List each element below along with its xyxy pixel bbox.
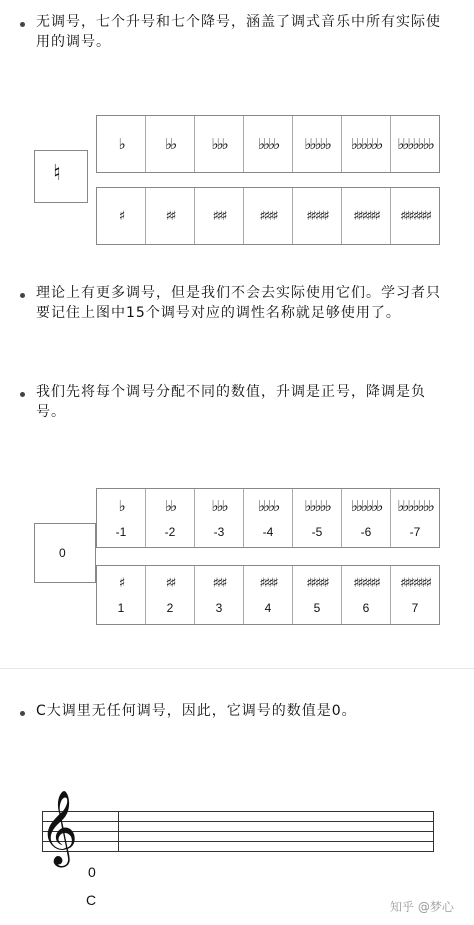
bullet-dot [20, 392, 25, 397]
sharp-signs: ♯♯♯♯♯ [306, 208, 328, 224]
sharp-signs: ♯♯♯♯♯♯ [353, 575, 379, 591]
sharp-signs: ♯♯♯♯♯ [306, 575, 328, 591]
key-signature-cell [390, 566, 439, 624]
paragraph-intro: 无调号，七个升号和七个降号，涵盖了调式音乐中所有实际使用的调号。 [36, 14, 441, 50]
key-signature-cell [243, 188, 292, 244]
key-value-number: -3 [213, 525, 225, 539]
key-value-number: 5 [313, 600, 321, 615]
staff-line [42, 831, 434, 832]
paragraph-c-major: C大调里无任何调号，因此，它调号的数值是0。 [36, 703, 357, 719]
barline-key [118, 811, 119, 852]
flat-signs: ♭♭♭♭♭♭♭ [397, 135, 433, 153]
key-signature-cell [194, 489, 243, 547]
sharp-values-row [96, 565, 440, 625]
key-value-number: 1 [117, 600, 125, 615]
key-value-number: -1 [115, 525, 127, 539]
sharp-signs: ♯♯♯♯♯♯♯ [399, 575, 431, 591]
flat-signs: ♭♭♭ [211, 497, 227, 515]
key-name: C [86, 892, 97, 908]
key-value-number: 7 [411, 600, 419, 615]
sharp-signs: ♯ [118, 208, 124, 224]
key-value-number: -2 [164, 525, 176, 539]
flat-values-row [96, 488, 440, 548]
sharp-signs: ♯♯♯♯ [259, 208, 277, 224]
staff-line [42, 841, 434, 842]
key-signature-cell [390, 116, 439, 172]
barline-end [433, 811, 434, 852]
zero-value: 0 [59, 546, 66, 560]
sharp-signs: ♯ [118, 575, 124, 591]
flat-signs: ♭♭♭♭ [257, 497, 279, 515]
flat-signs: ♭♭♭♭♭ [304, 497, 330, 515]
flat-signs: ♭♭♭♭♭ [304, 135, 330, 153]
key-value-number: -6 [360, 525, 372, 539]
flat-signs: ♭ [118, 135, 124, 153]
natural-key-box [34, 150, 88, 203]
flat-signs: ♭♭♭♭♭♭ [350, 135, 382, 153]
sharp-keys-row [96, 187, 440, 245]
key-signature-cell [97, 489, 145, 547]
paragraph-theory: 理论上有更多调号，但是我们不会去实际使用它们。学习者只要记住上图中15个调号对应的调性名称就足够使用了。 [36, 285, 441, 321]
key-signature-cell [341, 116, 390, 172]
watermark: 知乎 @梦心 [390, 900, 454, 914]
sharp-signs: ♯♯♯ [212, 575, 226, 591]
staff-line [42, 851, 434, 852]
key-signature-cell [243, 116, 292, 172]
flat-signs: ♭♭♭♭ [257, 135, 279, 153]
key-signature-cell [341, 489, 390, 547]
key-signature-cell [243, 489, 292, 547]
flat-signs: ♭♭♭ [211, 135, 227, 153]
key-value: 0 [88, 864, 96, 880]
sharp-signs: ♯♯♯♯♯♯ [353, 208, 379, 224]
flat-signs: ♭♭♭♭♭♭ [350, 497, 382, 515]
bullet-dot [20, 711, 25, 716]
natural-sign: ♮ [53, 161, 61, 186]
bullet-dot [20, 22, 25, 27]
key-signature-cell [194, 188, 243, 244]
key-value-number: 3 [215, 600, 223, 615]
key-value-number: -4 [262, 525, 274, 539]
key-signature-cell [145, 116, 194, 172]
key-value-number: 4 [264, 600, 272, 615]
key-signature-cell [97, 566, 145, 624]
flat-signs: ♭♭ [164, 135, 176, 153]
sharp-signs: ♯♯ [165, 575, 175, 591]
bullet-dot [20, 293, 25, 298]
key-signature-cell [292, 116, 341, 172]
key-signature-cell [292, 566, 341, 624]
key-signature-cell [145, 489, 194, 547]
key-signature-cell [194, 566, 243, 624]
staff-line [42, 821, 434, 822]
treble-clef-icon: 𝄞 [40, 791, 78, 865]
key-signature-cell [194, 116, 243, 172]
key-signature-cell [243, 566, 292, 624]
key-signature-cell [390, 188, 439, 244]
sharp-signs: ♯♯ [165, 208, 175, 224]
key-value-number: 6 [362, 600, 370, 615]
key-signature-cell [97, 188, 145, 244]
staff-line [42, 811, 434, 812]
key-signature-cell [292, 188, 341, 244]
sharp-signs: ♯♯♯ [212, 208, 226, 224]
paragraph-values: 我们先将每个调号分配不同的数值，升调是正号，降调是负号。 [36, 384, 426, 420]
sharp-signs: ♯♯♯♯ [259, 575, 277, 591]
key-signature-cell [341, 188, 390, 244]
flat-signs: ♭♭♭♭♭♭♭ [397, 497, 433, 515]
key-value-number: 2 [166, 600, 174, 615]
key-signature-cell [292, 489, 341, 547]
key-signature-cell [145, 188, 194, 244]
key-signature-cell [145, 566, 194, 624]
key-signature-cell [97, 116, 145, 172]
key-value-number: -5 [311, 525, 323, 539]
flat-signs: ♭ [118, 497, 124, 515]
key-signature-cell [341, 566, 390, 624]
sharp-signs: ♯♯♯♯♯♯♯ [399, 208, 431, 224]
key-value-number: -7 [409, 525, 421, 539]
flat-signs: ♭♭ [164, 497, 176, 515]
key-signature-cell [390, 489, 439, 547]
zero-key-box [34, 523, 96, 583]
section-divider [0, 668, 474, 669]
flat-keys-row [96, 115, 440, 173]
